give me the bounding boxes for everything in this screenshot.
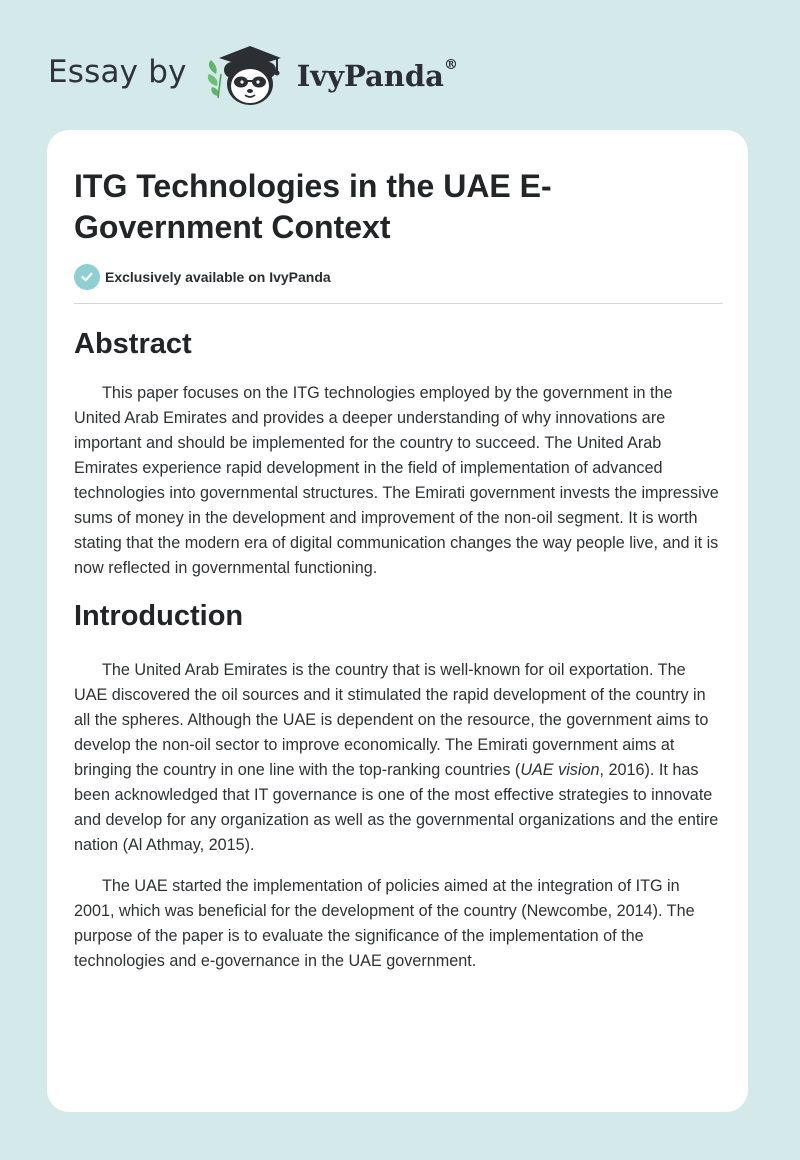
- section-heading-abstract: Abstract: [74, 328, 192, 360]
- section-heading-introduction: Introduction: [74, 600, 244, 632]
- check-circle-icon: [74, 264, 100, 290]
- divider: [74, 303, 723, 304]
- essay-by-label: Essay by: [48, 54, 187, 90]
- introduction-paragraph-1: The United Arab Emirates is the country that is well-known for oil exportation. The UAE discovered the oil sources and it stimulated the rapid development of the country in all the spheres. Although the UAE is dependent on the resource, the government aims to develop the non-oil sector to improve economically. The Emirati government aims at bringing the country in one line with the top-ranking countries (UAE vision, 2016). It has been acknowledged that IT governance is one of the most effective strategies to innovate and develop for any organization as well as the governmental organizations and the entire nation (Al Athmay, 2015).: [74, 661, 719, 854]
- article-body: [74, 324, 723, 974]
- ivypanda-logo[interactable]: [205, 36, 458, 108]
- introduction-paragraph-2: The UAE started the implementation of policies aimed at the integration of ITG in 2001, which was beneficial for the development of the country (Newcombe, 2014). The purpose of the paper is to evaluate the significance of the implementation of the technologies and e-governance in the UAE government.: [74, 877, 695, 970]
- brand-name: IvyPanda®: [296, 57, 458, 93]
- panda-graduate-icon: [205, 36, 295, 108]
- abstract-paragraph: This paper focuses on the ITG technologies employed by the government in the United Arab Emirates and provides a deeper understanding of why innovations are important and should be implemented for the country to succeed. The United Arab Emirates experience rapid development in the field of implementation of advanced technologies into governmental structures. The Emirati government invests the impressive sums of money in the development and improvement of the non-oil segment. It is worth stating that the modern era of digital communication changes the way people live, and it is now reflected in governmental functioning.: [74, 384, 719, 577]
- essay-card: [47, 130, 748, 1112]
- page-title: ITG Technologies in the UAE E-Government Context: [74, 168, 552, 245]
- citation-uae-vision: UAE vision: [520, 761, 600, 779]
- exclusive-badge-text: Exclusively available on IvyPanda: [105, 269, 331, 285]
- exclusive-badge: [74, 264, 331, 290]
- registered-mark: ®: [443, 57, 458, 73]
- site-header: [48, 36, 458, 108]
